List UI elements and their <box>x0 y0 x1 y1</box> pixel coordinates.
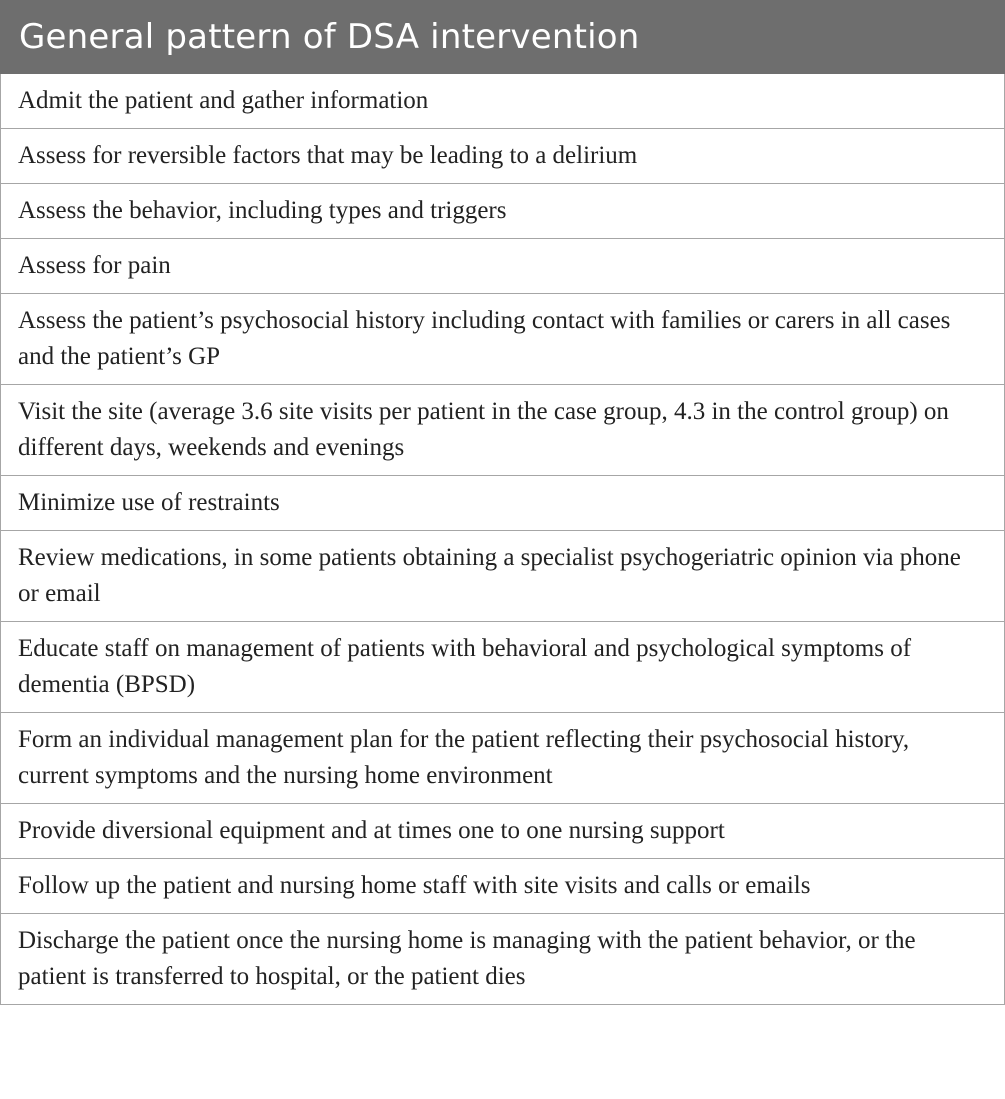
table-row <box>1 531 1005 622</box>
table-row <box>1 74 1005 129</box>
table-cell: Minimize use of restraints <box>1 476 1005 531</box>
table-cell: Admit the patient and gather information <box>1 74 1005 129</box>
table-row <box>1 184 1005 239</box>
table-cell: Assess for reversible factors that may be leading to a delirium <box>1 129 1005 184</box>
table-cell: Follow up the patient and nursing home staff with site visits and calls or emails <box>1 859 1005 914</box>
table-cell: Discharge the patient once the nursing home is managing with the patient behavior, or the patient is transferred to hospital, or the patient dies <box>1 914 1005 1005</box>
table-cell: Review medications, in some patients obtaining a specialist psychogeriatric opinion via phone or email <box>1 531 1005 622</box>
table-header-row <box>1 1 1005 74</box>
table-cell: Provide diversional equipment and at times one to one nursing support <box>1 804 1005 859</box>
table-cell: Form an individual management plan for the patient reflecting their psychosocial history, current symptoms and the nursing home environment <box>1 713 1005 804</box>
table-row <box>1 129 1005 184</box>
table-row <box>1 622 1005 713</box>
table-row <box>1 713 1005 804</box>
table-row <box>1 804 1005 859</box>
table-row <box>1 476 1005 531</box>
table-row <box>1 385 1005 476</box>
table-header: General pattern of DSA intervention <box>1 1 1005 74</box>
table-cell: Assess the patient’s psychosocial history including contact with families or carers in all cases and the patient’s GP <box>1 294 1005 385</box>
table-cell: Visit the site (average 3.6 site visits per patient in the case group, 4.3 in the control group) on different days, weekends and evenings <box>1 385 1005 476</box>
table-row <box>1 239 1005 294</box>
table-cell: Educate staff on management of patients with behavioral and psychological symptoms of dementia (BPSD) <box>1 622 1005 713</box>
table-row <box>1 914 1005 1005</box>
table-cell: Assess the behavior, including types and triggers <box>1 184 1005 239</box>
table-cell: Assess for pain <box>1 239 1005 294</box>
table-row <box>1 294 1005 385</box>
table-row <box>1 859 1005 914</box>
